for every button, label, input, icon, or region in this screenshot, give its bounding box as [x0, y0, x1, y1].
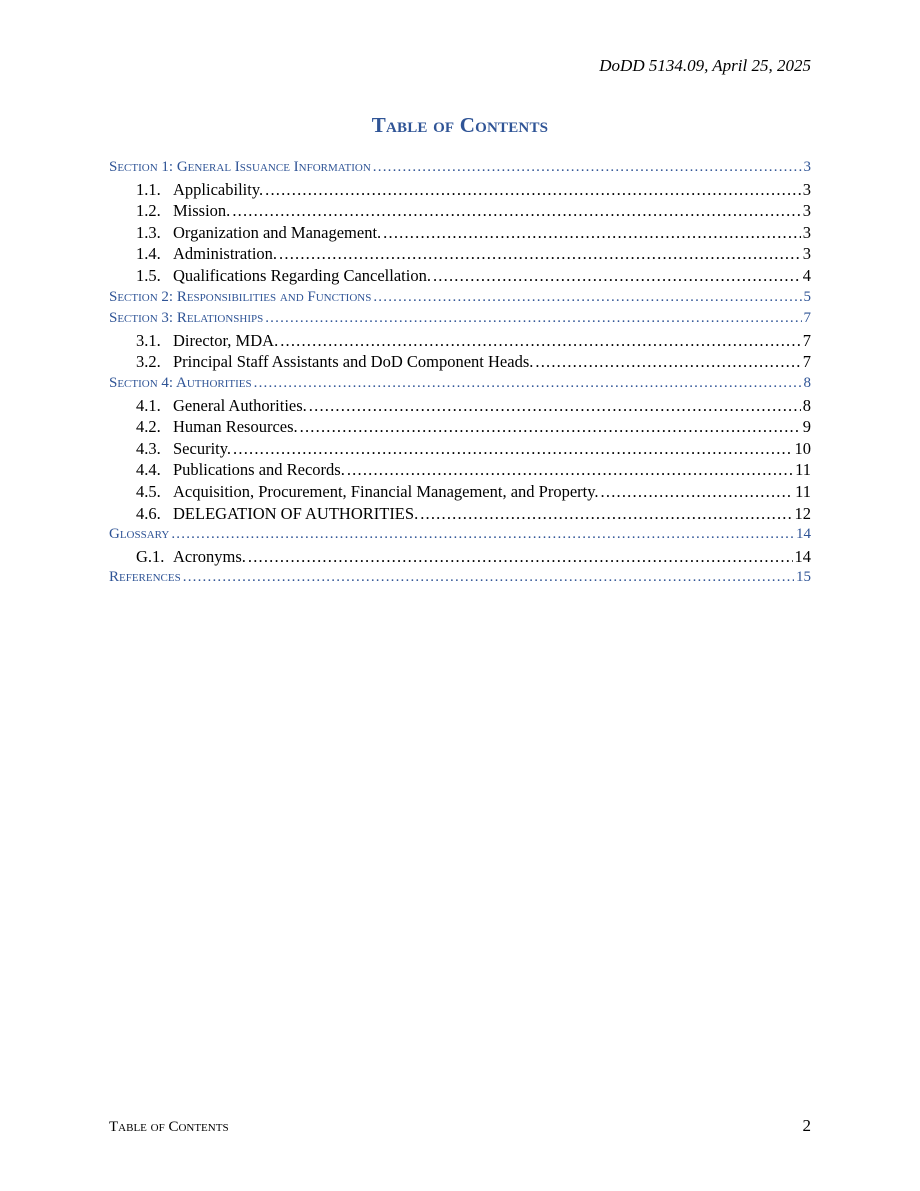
toc-dot-leader [183, 567, 794, 589]
toc-dot-leader [535, 351, 800, 373]
toc-entry-page-number: 5 [803, 288, 811, 305]
toc-dot-leader [171, 524, 794, 546]
toc-subsection-entry[interactable] [109, 395, 811, 417]
toc-dot-leader [373, 157, 802, 179]
toc-entry-page-number: 3 [802, 244, 811, 264]
toc-entry-label: Mission. [173, 201, 231, 221]
toc-entry-number: 4.4. [136, 460, 161, 480]
toc-entry-number: 4.6. [136, 503, 161, 523]
toc-entry-page-number: 14 [796, 526, 811, 543]
toc-dot-leader [347, 459, 793, 481]
toc-entry-page-number: 3 [802, 179, 811, 199]
toc-entry-page-number: 3 [802, 222, 811, 242]
toc-dot-leader [280, 330, 801, 352]
toc-dot-leader [433, 265, 801, 287]
toc-subsection-entry[interactable] [109, 416, 811, 438]
toc-entry-label: Director, MDA. [173, 330, 279, 350]
toc-title: Table of Contents [371, 113, 549, 137]
toc-entry-number: 1.2. [136, 201, 161, 221]
table-of-contents [109, 157, 811, 589]
toc-dot-leader [248, 546, 793, 568]
toc-subsection-entry[interactable] [109, 481, 811, 503]
toc-entry-page-number: 10 [794, 438, 811, 458]
toc-section-entry[interactable] [109, 567, 811, 589]
toc-entry-page-number: 3 [803, 159, 811, 175]
toc-entry-label: Human Resources. [173, 417, 298, 437]
toc-entry-label: DELEGATION OF AUTHORITIES. [173, 503, 419, 523]
toc-section-entry[interactable] [109, 373, 811, 395]
toc-entry-number: 4.1. [136, 395, 161, 415]
toc-dot-leader [373, 287, 801, 309]
toc-subsection-entry[interactable] [109, 330, 811, 352]
toc-entry-label: Section 3: Relationships [109, 310, 264, 327]
toc-entry-number: 3.2. [136, 352, 161, 372]
toc-entry-number: 3.1. [136, 330, 161, 350]
toc-section-entry[interactable] [109, 524, 811, 546]
toc-dot-leader [265, 308, 801, 330]
toc-subsection-entry[interactable] [109, 351, 811, 373]
toc-entry-page-number: 15 [796, 569, 811, 586]
toc-entry-page-number: 7 [802, 330, 811, 350]
toc-subsection-entry[interactable] [109, 546, 811, 568]
toc-section-entry[interactable] [109, 287, 811, 309]
toc-entry-label: Publications and Records. [173, 460, 345, 480]
toc-entry-label: Qualifications Regarding Cancellation. [173, 265, 431, 285]
toc-entry-label: Acquisition, Procurement, Financial Management, and Property. [173, 481, 599, 501]
footer-page-number: 2 [802, 1116, 811, 1135]
toc-subsection-entry[interactable] [109, 438, 811, 460]
toc-entry-number: 4.2. [136, 417, 161, 437]
toc-entry-label: General Authorities. [173, 395, 307, 415]
toc-entry-number: 1.1. [136, 179, 161, 199]
toc-entry-label: Applicability. [173, 179, 264, 199]
toc-subsection-entry[interactable] [109, 503, 811, 525]
toc-entry-number: 1.4. [136, 244, 161, 264]
toc-entry-page-number: 4 [802, 265, 811, 285]
toc-entry-label: Administration. [173, 244, 278, 264]
toc-entry-page-number: 3 [802, 201, 811, 221]
toc-dot-leader [254, 373, 802, 395]
toc-entry-number: 1.5. [136, 265, 161, 285]
toc-entry-number: 4.3. [136, 438, 161, 458]
toc-entry-page-number: 11 [795, 460, 811, 480]
toc-subsection-entry[interactable] [109, 222, 811, 244]
toc-subsection-entry[interactable] [109, 200, 811, 222]
toc-entry-page-number: 7 [802, 352, 811, 372]
toc-entry-label: Acronyms. [173, 546, 246, 566]
toc-entry-number: G.1. [136, 546, 165, 566]
toc-entry-label: Security. [173, 438, 232, 458]
toc-entry-label: Organization and Management. [173, 222, 382, 242]
toc-dot-leader [601, 481, 794, 503]
toc-entry-page-number: 7 [803, 310, 811, 327]
toc-entry-label: References [109, 569, 181, 586]
toc-subsection-entry[interactable] [109, 459, 811, 481]
toc-subsection-entry[interactable] [109, 265, 811, 287]
toc-entry-label: Principal Staff Assistants and DoD Component Heads. [173, 352, 534, 372]
toc-entry-label: Section 1: General Issuance Information [109, 159, 371, 175]
toc-entry-label: Section 2: Responsibilities and Functions [109, 288, 372, 305]
toc-entry-number: 1.3. [136, 222, 161, 242]
toc-entry-page-number: 8 [802, 395, 811, 415]
toc-entry-page-number: 8 [803, 374, 811, 391]
toc-section-entry[interactable] [109, 157, 811, 179]
toc-entry-label: Section 4: Authorities [109, 374, 252, 391]
footer-section-label: Table of Contents [109, 1119, 229, 1135]
toc-entry-page-number: 9 [802, 417, 811, 437]
toc-dot-leader [279, 243, 801, 265]
toc-section-entry[interactable] [109, 308, 811, 330]
toc-entry-label: Glossary [109, 526, 170, 543]
toc-dot-leader [300, 416, 801, 438]
toc-dot-leader [232, 200, 800, 222]
toc-subsection-entry[interactable] [109, 243, 811, 265]
document-id-header: DoDD 5134.09, April 25, 2025 [599, 56, 811, 75]
toc-dot-leader [420, 503, 792, 525]
toc-entry-number: 4.5. [136, 481, 161, 501]
toc-subsection-entry[interactable] [109, 179, 811, 201]
toc-entry-page-number: 12 [794, 503, 811, 523]
toc-dot-leader [309, 395, 801, 417]
toc-entry-page-number: 14 [794, 546, 811, 566]
toc-dot-leader [233, 438, 792, 460]
toc-dot-leader [265, 179, 801, 201]
toc-entry-page-number: 11 [795, 481, 811, 501]
toc-dot-leader [383, 222, 801, 244]
